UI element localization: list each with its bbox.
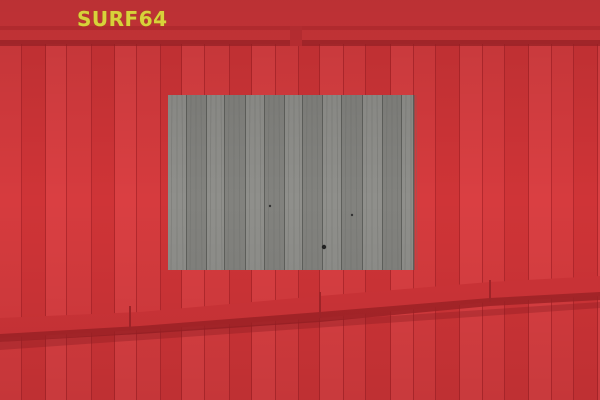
watermark-label: SURF64 (77, 7, 168, 31)
